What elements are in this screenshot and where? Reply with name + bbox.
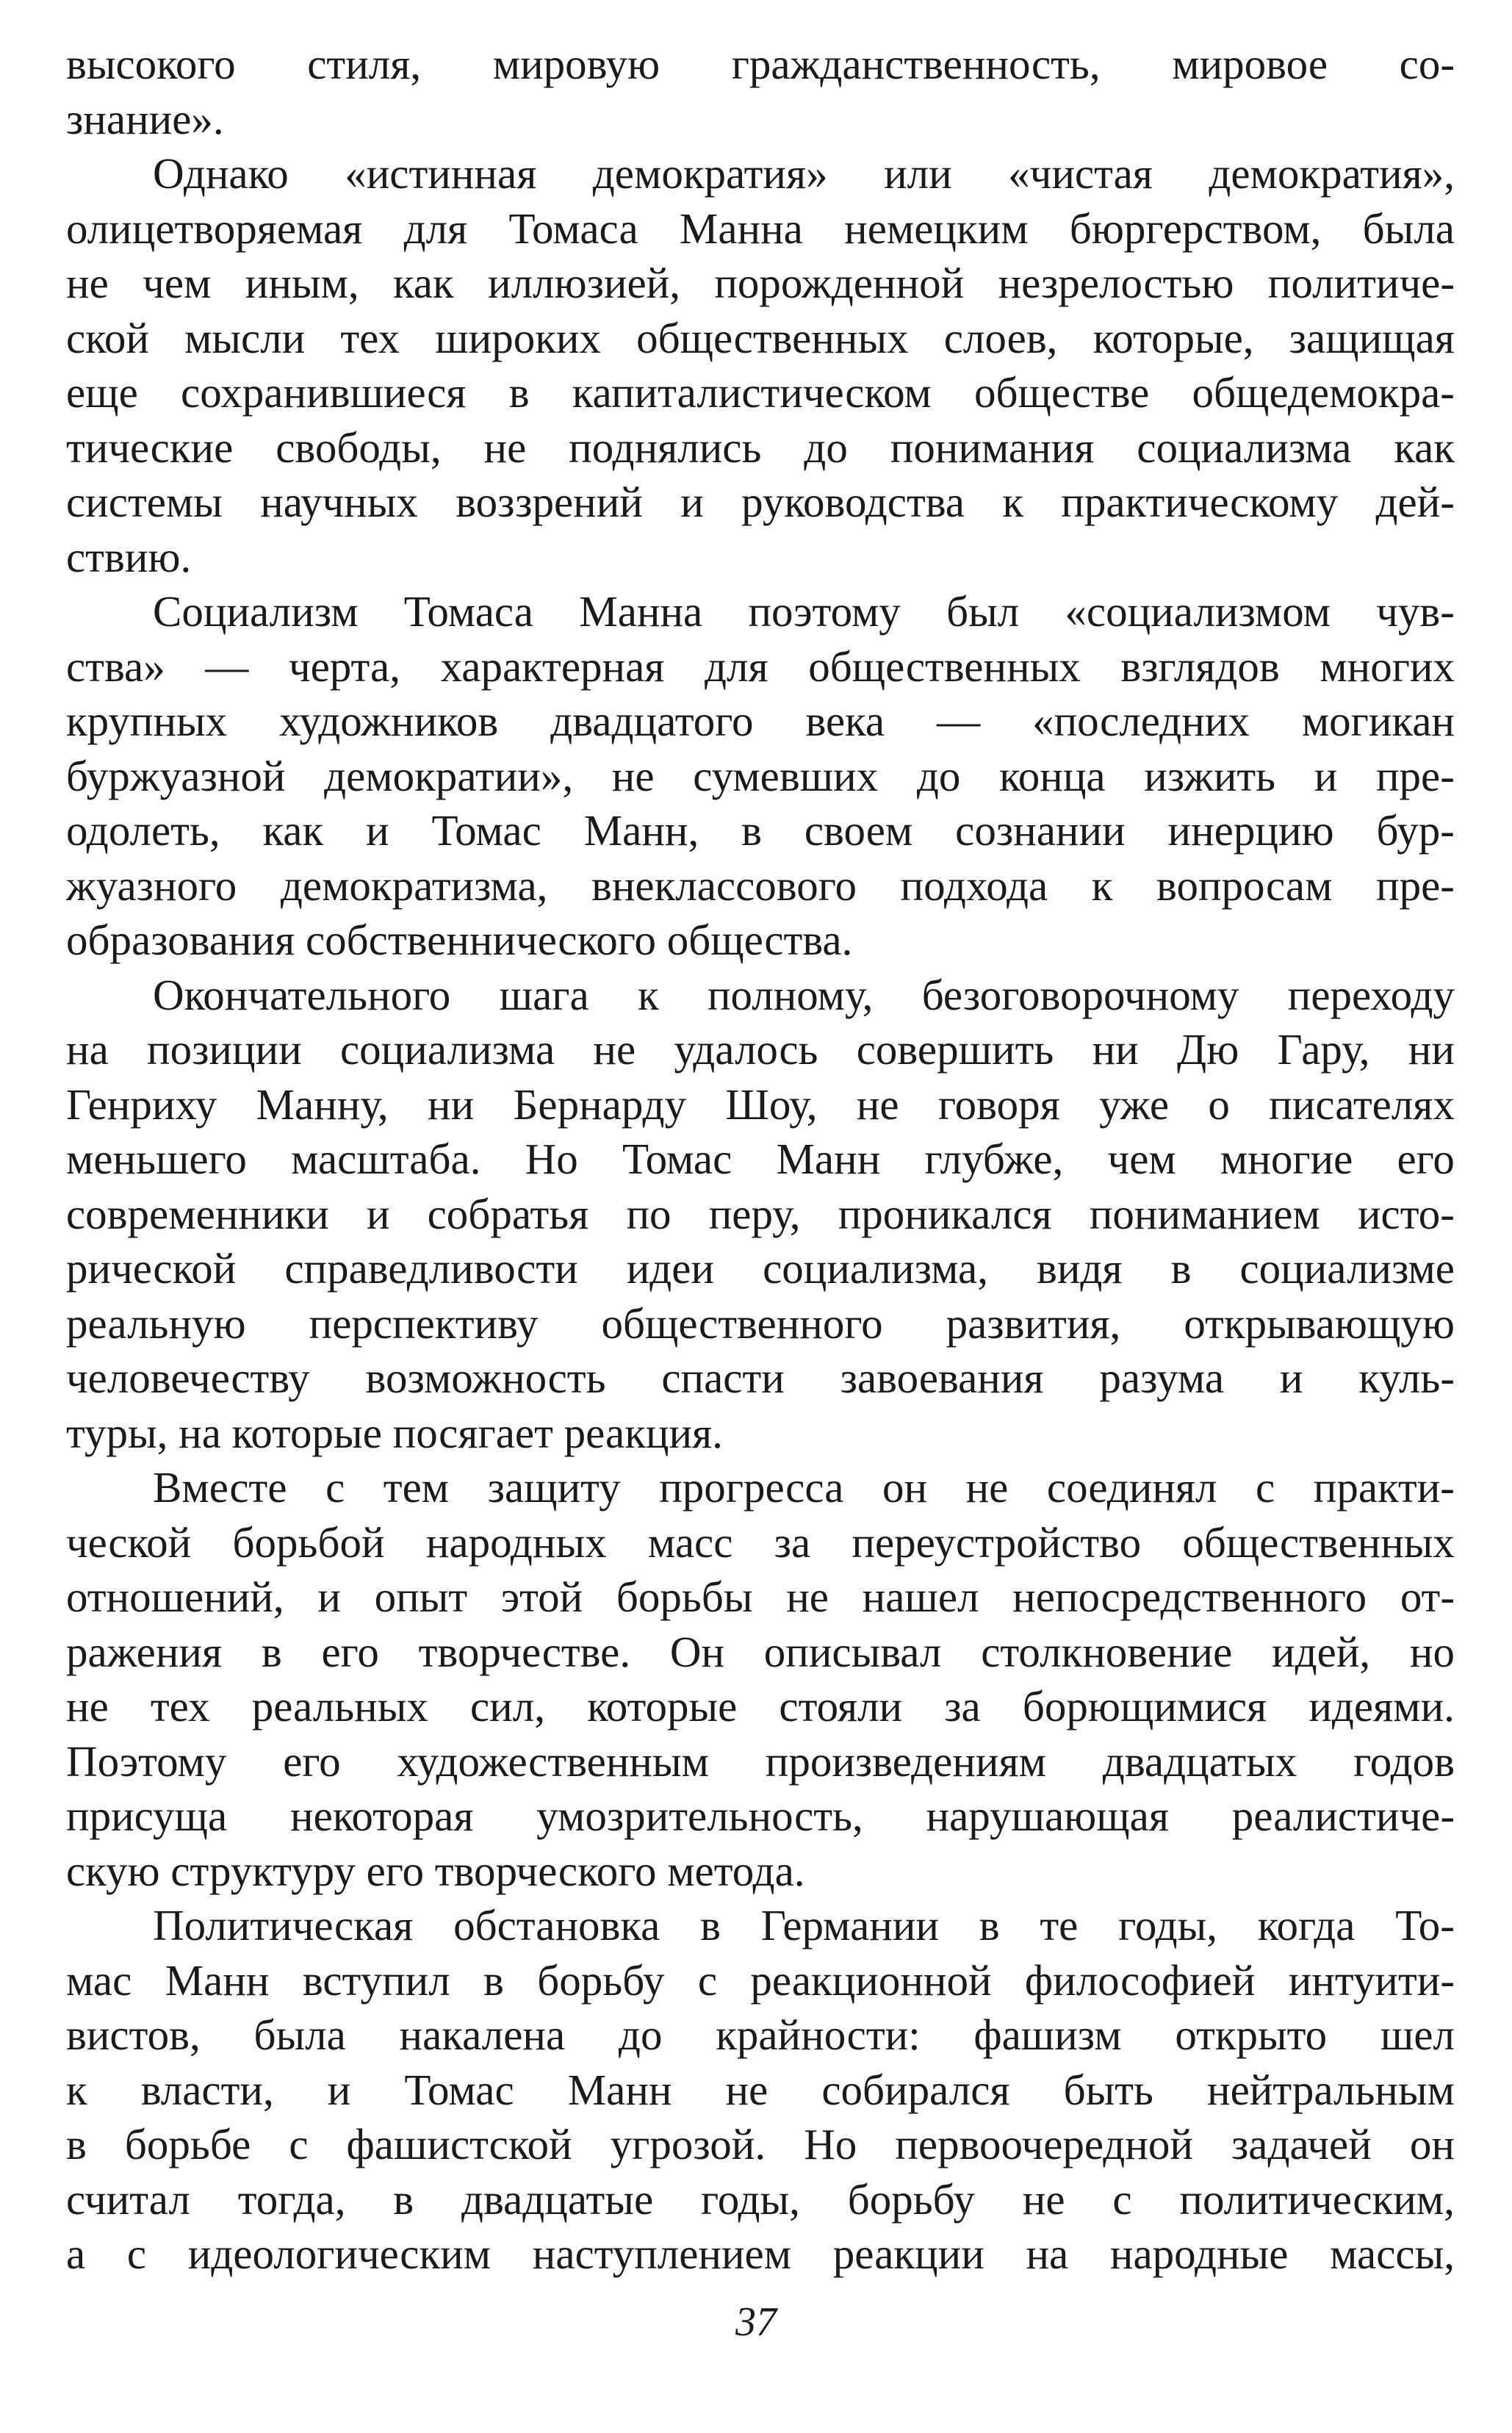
text-line: системы научных воззрений и руководства к практическому дей- xyxy=(66,478,1455,526)
text-line: крупных художников двадцатого века — «последних могикан xyxy=(66,697,1455,745)
text-line: туры, на которые посягает реакция. xyxy=(66,1408,723,1457)
text-line: буржуазной демократии», не сумевших до конца изжить и пре- xyxy=(66,751,1455,800)
text-line: высокого стиля, мировую гражданственность, мировое со- xyxy=(66,40,1455,88)
text-line: ческой борьбой народных масс за переустройство общественных xyxy=(66,1517,1455,1567)
text-line: Политическая обстановка в Германии в те годы, когда То- xyxy=(153,1901,1455,1949)
text-line: ства» — черта, характерная для общественных взглядов многих xyxy=(66,642,1455,691)
text-line: ской мысли тех широких общественных слоев, которые, защищая xyxy=(66,313,1455,362)
text-line: вистов, была накалена до крайности: фашизм открыто шел xyxy=(66,2010,1455,2059)
text-line: современники и собратья по перу, проникался пониманием исто- xyxy=(66,1189,1455,1238)
text-line: в борьбе с фашистской угрозой. Но первоочередной задачей он xyxy=(66,2120,1455,2168)
paragraph-2 xyxy=(66,146,1455,584)
paragraph-6 xyxy=(66,1898,1455,2282)
paragraph-5 xyxy=(66,1460,1455,1898)
text-line: на позиции социализма не удалось совершить ни Дю Гару, ни xyxy=(66,1025,1455,1074)
text-line: считал тогда, в двадцатые годы, борьбу не с политическим, xyxy=(66,2174,1455,2224)
text-line: не чем иным, как иллюзией, порожденной незрелостью политиче- xyxy=(66,259,1455,307)
text-line: не тех реальных сил, которые стояли за борющимися идеями. xyxy=(66,1682,1455,1731)
page-number: 37 xyxy=(735,2299,777,2345)
text-line: одолеть, как и Томас Манн, в своем сознании инерцию бур- xyxy=(66,806,1455,855)
text-line: Однако «истинная демократия» или «чистая демократия», xyxy=(153,149,1455,198)
paragraph-4 xyxy=(66,968,1455,1461)
text-line: к власти, и Томас Манн не собирался быть нейтральным xyxy=(66,2065,1455,2114)
text-line: реальную перспективу общественного развития, открывающую xyxy=(66,1298,1455,1348)
text-line: скую структуру его творческого метода. xyxy=(66,1846,805,1895)
text-line: ствию. xyxy=(66,532,192,581)
text-line: Окончательного шага к полному, безоговорочному переходу xyxy=(153,970,1455,1019)
text-line: Генриху Манну, ни Бернарду Шоу, не говоря уже о писателях xyxy=(66,1079,1455,1129)
text-line: Социализм Томаса Манна поэтому был «социализмом чув- xyxy=(153,587,1455,636)
text-line: а с идеологическим наступлением реакции на народные массы, xyxy=(66,2229,1455,2278)
text-line: ражения в его творчестве. Он описывал столкновение идей, но xyxy=(66,1627,1455,1676)
text-line: тические свободы, не поднялись до понимания социализма как xyxy=(66,423,1455,472)
text-line: меньшего масштаба. Но Томас Манн глубже, чем многие его xyxy=(66,1135,1455,1183)
page-text xyxy=(66,37,1455,2282)
text-line: человечеству возможность спасти завоевания разума и куль- xyxy=(66,1354,1455,1402)
text-line: присуща некоторая умозрительность, нарушающая реалистиче- xyxy=(66,1791,1455,1840)
text-line: еще сохранившиеся в капиталистическом обществе общедемокра- xyxy=(66,368,1455,417)
paragraph-3 xyxy=(66,584,1455,968)
text-line: Поэтому его художественным произведениям двадцатых годов xyxy=(66,1736,1455,1786)
text-line: знание». xyxy=(66,94,224,143)
text-line: отношений, и опыт этой борьбы не нашел непосредственного от- xyxy=(66,1573,1455,1621)
text-line: олицетворяемая для Томаса Манна немецким бюргерством, была xyxy=(66,204,1455,253)
text-line: рической справедливости идеи социализма, видя в социализме xyxy=(66,1244,1455,1293)
paragraph-1 xyxy=(66,37,1455,146)
text-line: жуазного демократизма, внеклассового подхода к вопросам пре- xyxy=(66,860,1455,910)
text-line: мас Манн вступил в борьбу с реакционной философией интуити- xyxy=(66,1955,1455,2005)
text-line: образования собственнического общества. xyxy=(66,916,853,964)
text-line: Вместе с тем защиту прогресса он не соединял с практи- xyxy=(153,1463,1455,1512)
